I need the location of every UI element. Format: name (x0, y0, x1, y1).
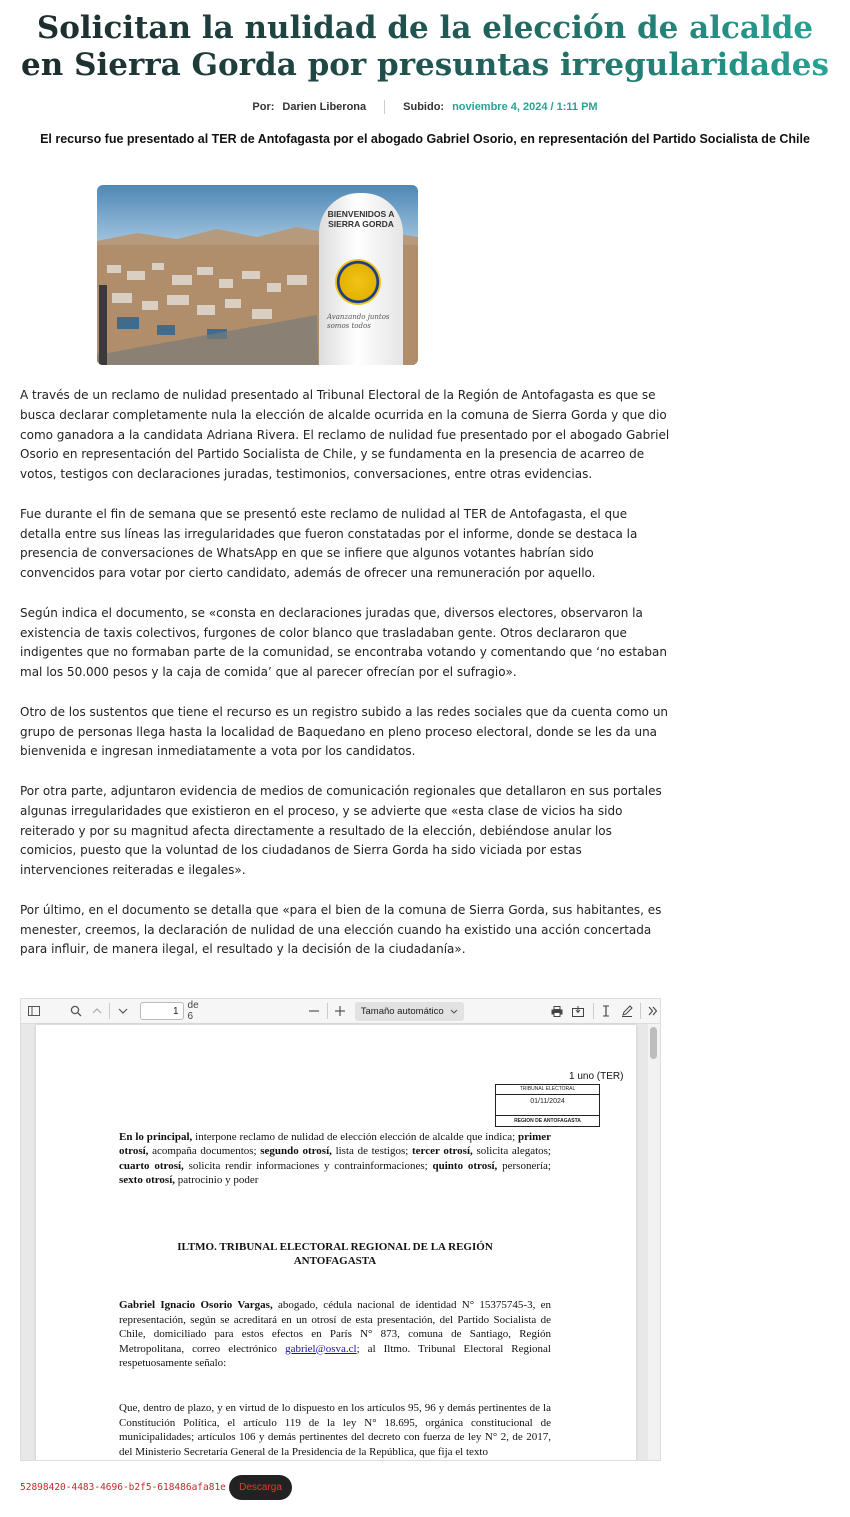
pdf-stamp (495, 1084, 600, 1127)
toolbar-divider (327, 1003, 328, 1019)
pdf-sumilla (119, 1130, 551, 1187)
file-id: 52898420-4483-4696-b2f5-618486afa81e (20, 1482, 226, 1493)
paragraph: Fue durante el fin de semana que se presentó este reclamo de nulidad al TER de Antofagasta, el que detalla entre sus líneas las irregularidades que fueron constatadas por el informe, donde se destaca la presencia de conversaciones de WhatsApp en que se infiere que algunos votantes habrían sido convencidos para votar por cierto candidato, además de ofrecer una remuneración por aquello. (20, 506, 638, 581)
sumilla-bold: segundo otrosí, (256, 1145, 332, 1158)
byline-divider (384, 100, 385, 114)
author-label: Por: (252, 101, 275, 113)
sumilla-text: solicita alegatos; (472, 1145, 551, 1158)
pdf-body: Que, dentro de plazo, y en virtud de lo dispuesto en los artículos 95, 96 y demás pertinentes de la Constitución Política, el artículo 119 de la ley N° 18.695, orgánica constitucional de municipalidades; artículos 106 y demás pertinentes del decreto con fuerza de ley N° 2, de 2017, del Ministerio Secretaría General de la Presidencia de la República, que fija el texto (119, 1402, 551, 1458)
sumilla-bold: cuarto otrosí, (119, 1159, 184, 1172)
pdf-email-link[interactable]: gabriel@osva.cl (285, 1342, 357, 1355)
text-cursor-icon[interactable] (597, 1002, 614, 1020)
sumilla-bold: quinto otrosí, (427, 1159, 498, 1172)
pdf-intro (119, 1298, 551, 1371)
more-icon[interactable] (645, 1002, 661, 1020)
sumilla-text: acompaña documentos; (148, 1145, 257, 1158)
pen-icon[interactable] (619, 1002, 636, 1020)
hero-image (97, 185, 418, 365)
pdf-intro-name: Gabriel Ignacio Osorio Vargas, (119, 1299, 273, 1311)
sumilla-text: lista de testigos; (331, 1145, 409, 1158)
download-button[interactable]: Descarga (229, 1475, 292, 1500)
toolbar-divider (109, 1003, 110, 1019)
sumilla-text: personería; (497, 1159, 551, 1172)
article-body (20, 386, 670, 980)
chevron-down-icon (450, 1006, 458, 1017)
zoom-select[interactable] (355, 1002, 464, 1021)
hero-sign-text: BIENVENIDOS A SIERRA GORDA (327, 209, 395, 229)
pdf-viewer (20, 998, 661, 1461)
toolbar-divider (640, 1003, 641, 1019)
byline (0, 100, 850, 114)
zoom-out-icon[interactable] (305, 1002, 322, 1020)
paragraph: Según indica el documento, se «consta en declaraciones juradas que, diversos electores, observaron la existencia de taxis colectivos, furgones de color blanco que trasladaban gente. Otros declararon que indigentes que no formaban parte de la comunidad, se encontraba votando y comentando que ‘no estaban mal los 50.000 pesos y la caja de comida’ que al parecer ofrecían por el sufragio». (20, 605, 667, 680)
sumilla-text: patrocinio y poder (175, 1173, 259, 1186)
stamp-date: 01/11/2024 (530, 1098, 565, 1105)
pdf-heading (119, 1240, 551, 1268)
hero-slogan: Avanzando juntos somos todos (327, 313, 390, 330)
paragraph: A través de un reclamo de nulidad presentado al Tribunal Electoral de la Región de Antofagasta es que se busca declarar completamente nula la elección de alcalde ocurrida en la comuna de Sierra Gorda y que dio como ganadora a la candidata Adriana Rivera. El reclamo de nulidad fue presentado por el abogado Gabriel Osorio en representación del Partido Socialista de Chile, y se fundamenta en la presencia de acarreo de votos, testigos con declaraciones juradas, testimonios, conversaciones, entre otras evidencias. (20, 388, 670, 482)
sumilla-bold: primer otrosí, (119, 1131, 551, 1158)
paragraph: Otro de los sustentos que tiene el recurso es un registro subido a las redes sociales que da cuenta como un grupo de personas llega hasta la localidad de Baquedano en pleno proceso electoral, donde se les da una bienvenida e ingresan inmediatamente a vota por los candidatos. (20, 704, 669, 759)
sidebar-icon[interactable] (25, 1002, 42, 1020)
pdf-heading-line: ANTOFAGASTA (293, 1255, 377, 1267)
sumilla-bold: En lo principal, (119, 1131, 193, 1143)
pdf-scrollbar[interactable] (648, 1024, 660, 1461)
paragraph: Por último, en el documento se detalla que «para el bien de la comuna de Sierra Gorda, sus habitantes, es menester, creemos, la declaración de nulidad de una elección cuando ha existido una acción concertada para influir, de manera ilegal, el resultado y la decisión de la ciudadanía». (20, 902, 662, 957)
pdf-toolbar (21, 999, 661, 1024)
date-label: Subido: (403, 101, 445, 113)
article-title: Solicitan la nulidad de la elección de alcalde en Sierra Gorda por presuntas irregularidades (21, 10, 829, 83)
sumilla-bold: sexto otrosí, (119, 1173, 176, 1186)
article-subtitle: El recurso fue presentado al TER de Antofagasta por el abogado Gabriel Osorio, en representación del Partido Socialista de Chile (40, 132, 810, 146)
zoom-select-value: Tamaño automático (360, 1005, 444, 1017)
chevron-down-icon[interactable] (114, 1002, 131, 1020)
sumilla-text: interpone reclamo de nulidad de elección elección de alcalde que indica; (192, 1131, 516, 1143)
sumilla-bold: tercer otrosí, (408, 1145, 473, 1158)
page-number-input[interactable] (140, 1002, 184, 1020)
publish-date: noviembre 4, 2024 / 1:11 PM (452, 101, 598, 113)
toolbar-divider (593, 1003, 594, 1019)
pdf-scrollbar-thumb[interactable] (650, 1027, 657, 1059)
author-name[interactable]: Darien Liberona (282, 101, 367, 113)
pdf-intro-text: ; al Iltmo. Tribunal Electoral Regional respetuosamente señalo: (119, 1342, 551, 1369)
pdf-intro-text: abogado, cédula nacional de identidad N° 15375745-3, en representación, según se acreditará en un otrosí de esta presentación, del Partido Socialista de Chile, domiciliado para estos efectos en París N° 873, comuna de Santiago, Región Metropolitana, correo electrónico (119, 1299, 551, 1355)
search-icon[interactable] (67, 1002, 84, 1020)
page-total-label: de 6 (187, 1000, 199, 1022)
municipal-seal-icon (335, 259, 381, 305)
print-icon[interactable] (548, 1002, 565, 1020)
chevron-up-icon[interactable] (88, 1002, 105, 1020)
pdf-page (36, 1025, 636, 1461)
zoom-in-icon[interactable] (332, 1002, 349, 1020)
paragraph: Por otra parte, adjuntaron evidencia de medios de comunicación regionales que detallaron en sus portales algunas irregularidades que existieron en el proceso, y se advierte que «esta clase de vicios ha sido reiterado y por su magnitud afecta directamente a resultado de la elección, debiéndose anular los comicios, puesto que la voluntad de los ciudadanos de Sierra Gorda ha sido viciada por estas intervenciones reiteradas e ilegales». (20, 783, 662, 878)
pdf-folio: 1 uno (TER) (569, 1071, 624, 1082)
stamp-top-text: TRIBUNAL ELECTORAL (496, 1086, 599, 1095)
save-icon[interactable] (569, 1002, 586, 1020)
pdf-heading-line: ILTMO. TRIBUNAL ELECTORAL REGIONAL DE LA REGIÓN (177, 1241, 493, 1253)
sumilla-text: solicita rendir informaciones y contrainformaciones; (183, 1159, 428, 1172)
stamp-bottom-text: REGION DE ANTOFAGASTA (496, 1115, 599, 1124)
